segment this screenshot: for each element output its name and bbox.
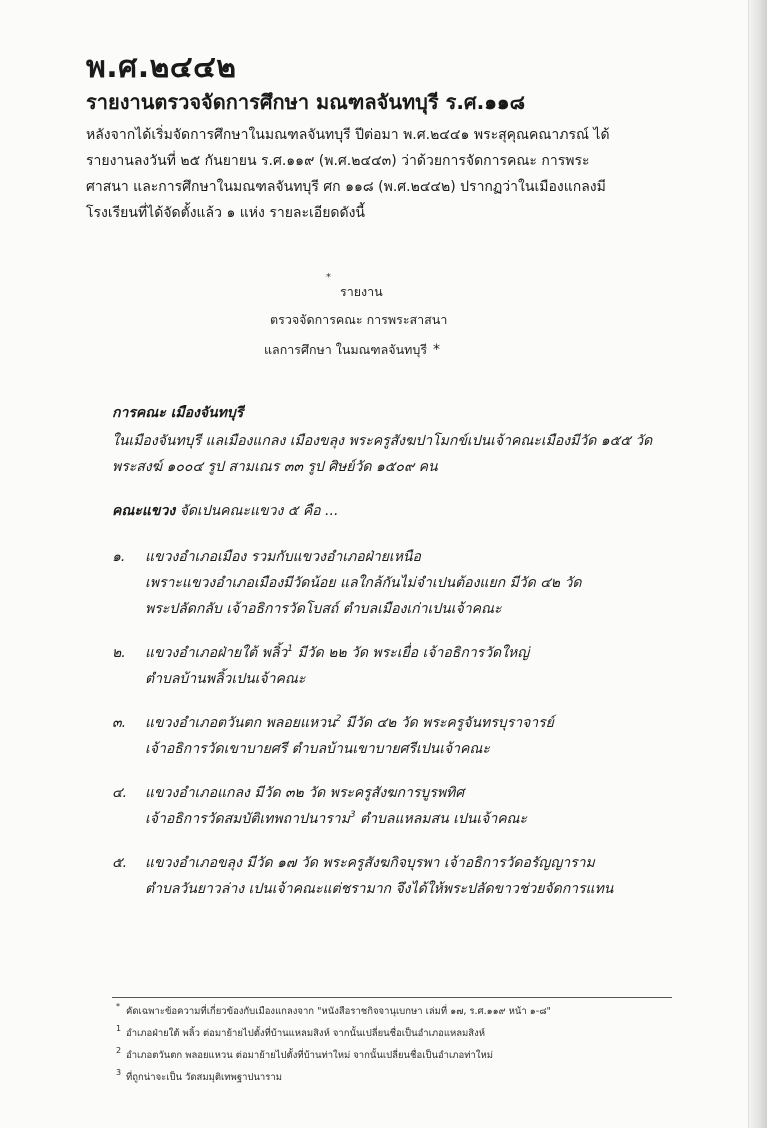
intro-line: หลังจากได้เริ่มจัดการศึกษาในมณฑลจันทบุรี ปีต่อมา พ.ศ.๒๔๔๑ พระสุคุณคณาภรณ์ ได้	[86, 127, 610, 143]
item-text: ตำบลแหลมสน เปนเจ้าคณะ	[355, 811, 528, 827]
list-item	[112, 850, 702, 902]
section-body-line: พระสงฆ์ ๑๐๐๔ รูป สามเณร ๓๓ รูป ศิษย์วัด ๑๕๐๙ คน	[112, 459, 438, 475]
list-item	[112, 544, 702, 622]
list-item	[112, 640, 702, 692]
item-line	[145, 640, 702, 666]
report-heading-line	[264, 340, 440, 360]
intro-line: รายงานลงวันที่ ๒๕ กันยายน ร.ศ.๑๑๙ (พ.ศ.๒๔๔๓) ว่าด้วยการจัดการคณะ การพระ	[86, 153, 590, 169]
footnote	[116, 1048, 716, 1063]
item-line: แขวงอำเภอขลุง มีวัด ๑๗ วัด พระครูสังฆกิจบุรพา เจ้าอธิการวัดอรัญญาราม	[145, 855, 595, 871]
item-line: เพราะแขวงอำเภอเมืองมีวัดน้อย แลใกล้กันไม่จำเปนต้องแยก มีวัด ๔๒ วัด	[145, 575, 582, 591]
footnote-mark: 2	[116, 1046, 122, 1055]
khwaeng-label: คณะแขวง	[112, 503, 176, 519]
page-subtitle: รายงานตรวจจัดการศึกษา มณฑลจันทบุรี ร.ศ.๑๑๘	[86, 90, 526, 114]
footnote-text: อำเภอฝ่ายใต้ พลิ้ว ต่อมาย้ายไปตั้งที่บ้านแหลมสิงห์ จากนั้นเปลี่ยนชื่อเป็นอำเภอแหลมสิงห์	[126, 1028, 486, 1039]
list-item	[112, 780, 702, 832]
item-text: มีวัด ๔๒ วัด พระครูจันทรบุราจารย์	[341, 715, 554, 731]
item-number: ๔.	[112, 785, 128, 801]
intro-line: โรงเรียนที่ได้จัดตั้งแล้ว ๑ แห่ง รายละเอียดดังนี้	[86, 205, 365, 221]
footnote-divider	[112, 997, 672, 998]
item-line: ตำบลบ้านพลิ้วเปนเจ้าคณะ	[145, 671, 306, 687]
footnote-ref: 3	[349, 810, 356, 820]
item-line	[145, 806, 702, 832]
section-body-line: ในเมืองจันทบุรี แลเมืองแกลง เมืองขลุง พระครูสังฆปาโมกข์เปนเจ้าคณะเมืองมีวัด ๑๕๕ วัด	[112, 433, 653, 449]
item-number: ๕.	[112, 855, 128, 871]
footnote-mark: 3	[116, 1068, 122, 1077]
intro-line: ศาสนา และการศึกษาในมณฑลจันทบุรี ศก ๑๑๘ (พ.ศ.๒๔๔๒) ปรากฏว่าในเมืองแกลงมี	[86, 179, 606, 195]
footnote-marker: *	[433, 342, 441, 358]
footnotes	[116, 1004, 716, 1092]
item-line	[145, 710, 702, 736]
item-text: แขวงอำเภอฝ่ายใต้ พลิ้ว	[145, 645, 288, 661]
report-heading-text: แลการศึกษา ในมณฑลจันทบุรี	[264, 342, 428, 357]
item-line: พระปลัดกลับ เจ้าอธิการวัดโบสถ์ ตำบลเมืองเก่าเปนเจ้าคณะ	[145, 601, 502, 617]
list-item	[112, 710, 702, 762]
section-heading: การคณะ เมืองจันทบุรี	[112, 405, 244, 421]
footnote-text: คัดเฉพาะข้อความที่เกี่ยวข้องกับเมืองแกลงจาก "หนังสือราชกิจจานุเบกษา เล่มที่ ๑๗, ร.ศ.๑๑๙ หน้า ๑-๘"	[126, 1006, 551, 1017]
report-heading-line: ตรวจจัดการคณะ การพระสาสนา	[270, 312, 448, 327]
footnote-ref: 2	[335, 714, 342, 724]
item-line: แขวงอำเภอเมือง รวมกับแขวงอำเภอฝ่ายเหนือ	[145, 549, 421, 565]
item-text: แขวงอำเภอตวันตก พลอยแหวน	[145, 715, 336, 731]
page-title: พ.ศ.๒๔๔๒	[86, 50, 237, 85]
khwaeng-intro	[112, 500, 338, 522]
footnote	[116, 1004, 716, 1019]
footnote	[116, 1026, 716, 1041]
item-line: แขวงอำเภอแกลง มีวัด ๓๒ วัด พระครูสังฆการบูรพทิศ	[145, 785, 465, 801]
intro-paragraph	[86, 122, 696, 226]
item-number: ๒.	[112, 645, 126, 661]
report-star-mark: *	[326, 272, 331, 283]
item-line: ตำบลวันยาวล่าง เปนเจ้าคณะแต่ชรามาก จึงได้ให้พระปลัดขาวช่วยจัดการแทน	[145, 881, 614, 897]
district-list	[112, 544, 702, 920]
page-edge-shadow	[749, 0, 767, 1128]
footnote-mark: 1	[116, 1024, 122, 1033]
footnote	[116, 1070, 716, 1085]
item-line: เจ้าอธิการวัดเขาบายศรี ตำบลบ้านเขาบายศรีเปนเจ้าคณะ	[145, 741, 490, 757]
footnote-ref: 1	[287, 644, 294, 654]
item-text: มีวัด ๒๒ วัด พระเยื่อ เจ้าอธิการวัดใหญ่	[293, 645, 530, 661]
footnote-text: อำเภอตวันตก พลอยแหวน ต่อมาย้ายไปตั้งที่บ้านท่าใหม่ จากนั้นเปลี่ยนชื่อเป็นอำเภอท่าใหม่	[126, 1050, 493, 1061]
item-number: ๓.	[112, 715, 127, 731]
item-number: ๑.	[112, 549, 126, 565]
footnote-mark: *	[116, 1002, 120, 1011]
section-body	[112, 428, 702, 480]
item-text: เจ้าอธิการวัดสมบัติเทพถาปนาราม	[145, 811, 350, 827]
report-heading-line: รายงาน	[340, 284, 383, 299]
khwaeng-text: จัดเปนคณะแขวง ๕ คือ ...	[175, 503, 339, 519]
footnote-text: ที่ถูกน่าจะเป็น วัดสมมุติเทพฐาปนาราม	[126, 1072, 282, 1083]
